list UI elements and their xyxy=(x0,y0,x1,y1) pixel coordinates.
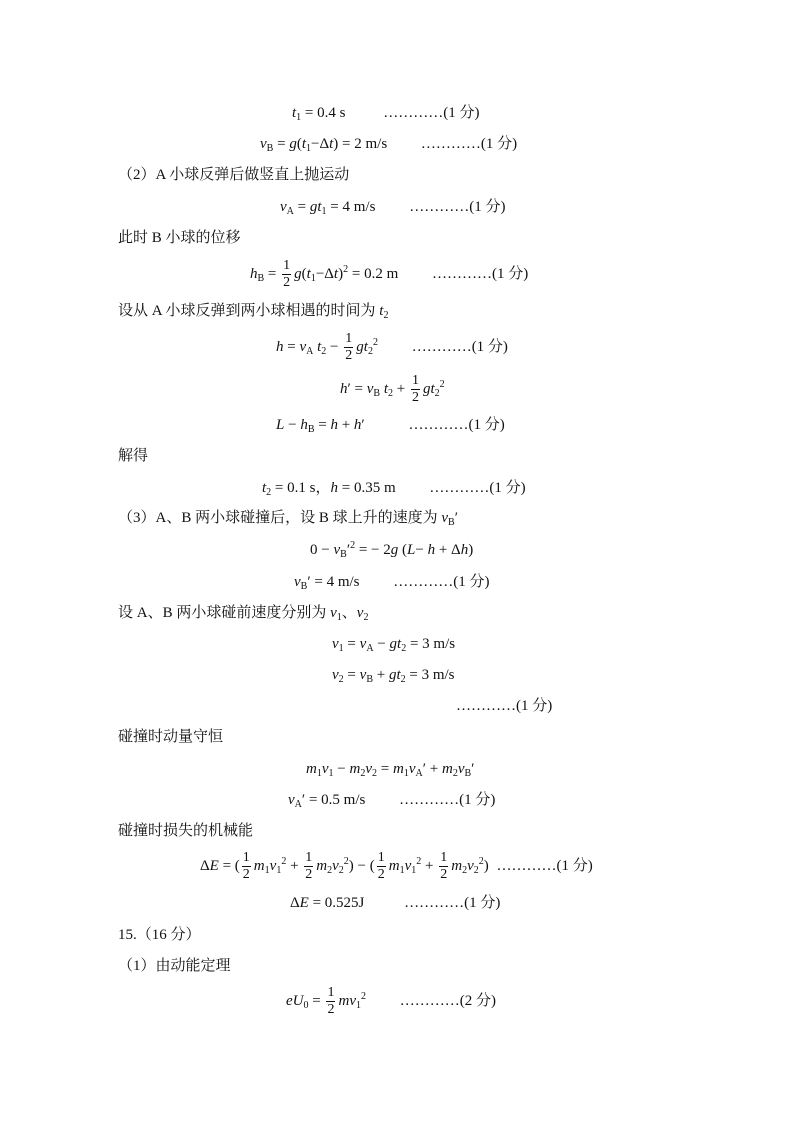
score-tag: …………(1 分) xyxy=(411,339,508,355)
score-tag: …………(1 分) xyxy=(408,417,505,433)
eq-v1: $v_1 = v_A - gt_2 = 3$ m/s xyxy=(332,636,456,654)
eq-work-energy: $eU_0$ = $\frac{1}{2}$ $mv_1^2$ …………(2 分) xyxy=(286,985,496,1018)
h-value: 0.35 m xyxy=(353,480,396,496)
eq-solution: $t_2 = 0.1$ s，h = 0.35 m …………(1 分) xyxy=(262,480,526,498)
fraction-half: $\frac{1}{2}$ xyxy=(440,850,448,883)
eq-length: $L - h_B = h + h'$ …………(1 分) xyxy=(276,417,505,435)
fraction-half: $\frac{1}{2}$ xyxy=(411,373,419,406)
eq-vb: $v_B = g(t_1-\Delta t) = 2$ m/s …………(1 分) xyxy=(260,136,518,154)
t1-value: = 0.4 s xyxy=(304,105,346,121)
energy-loss-label: 碰撞时损失的机械能 xyxy=(118,823,254,839)
fraction-half: $\frac{1}{2}$ xyxy=(242,850,250,883)
score-tag: …………(1 分) xyxy=(393,574,490,590)
eq-hb: $h_B$ = $\frac{1}{2}$ $g(t_1-\Delta t)^2 = 0.2$ m …………(1 分) xyxy=(250,258,529,291)
va-value: 4 m/s xyxy=(342,199,376,215)
question-15-part1: （1）由动能定理 xyxy=(118,958,231,974)
vb-prime-value: = 4 m/s xyxy=(314,574,360,590)
score-tag: …………(1 分) xyxy=(404,895,501,911)
t2-value: 0.1 s xyxy=(287,480,316,496)
score-tag: …………(1 分) xyxy=(496,858,593,874)
delta-e-value: 0.525J xyxy=(324,895,365,911)
eq-v2: $v_2 = v_B + gt_2 = 3$ m/s xyxy=(332,667,455,685)
eq-kinematic: $0 - v_B'^2$ = − 2g (L− h + Δh) xyxy=(310,540,474,560)
score-tag: …………(1 分) xyxy=(456,698,553,714)
score-tag: …………(1 分) xyxy=(399,792,496,808)
b-displacement-label: 此时 B 小球的位移 xyxy=(118,230,241,246)
eq-energy: ΔE = ( $\frac{1}{2}$ $m_1v_1^2$ + $\frac{1}{2}$ $m_2v_2^2$) − ( $\frac{1}{2}$ $m_1v_1^2$ + $\frac{1}{2}$ $m_2v_2^2$) …………(1 分) xyxy=(200,850,593,883)
eq-h-prime: $h' = v_B$ $t_2$ + $\frac{1}{2}$ $gt_2^2$ xyxy=(340,373,445,406)
eq-vb-prime: $v_B' = 4$ m/s …………(1 分) xyxy=(294,574,490,592)
eq-delta-e: ΔE = 0.525J …………(1 分) xyxy=(290,895,501,911)
score-tag: …………(1 分) xyxy=(420,136,518,152)
pre-speeds-label: 设 A、B 两小球碰前速度分别为 $v_1$、$v_2$ xyxy=(118,605,369,623)
fraction-half: $\frac{1}{2}$ xyxy=(283,258,291,291)
meet-time-label: 设从 A 小球反弹到两小球相遇的时间为 $t_2$ xyxy=(118,303,389,321)
part3-intro: （3）A、B 两小球碰撞后，设 B 球上升的速度为 $v_B'$ xyxy=(118,510,458,528)
score-tag: …………(1 分) xyxy=(431,266,529,282)
score-tag: …………(2 分) xyxy=(399,993,496,1009)
va-prime-value: = 0.5 m/s xyxy=(308,792,366,808)
eq-va: $v_A = gt_1 = 4$ m/s …………(1 分) xyxy=(280,199,506,217)
score-tag: …………(1 分) xyxy=(409,199,506,215)
v1-value: 3 m/s xyxy=(422,636,456,652)
part2-intro: （2）A 小球反弹后做竖直上抛运动 xyxy=(118,167,350,183)
eq-va-prime: $v_A' = 0.5$ m/s …………(1 分) xyxy=(288,792,496,810)
fraction-half: $\frac{1}{2}$ xyxy=(377,850,385,883)
fraction-half: $\frac{1}{2}$ xyxy=(305,850,313,883)
question-15-heading: 15.（16 分） xyxy=(118,927,201,943)
fraction-half: $\frac{1}{2}$ xyxy=(345,331,353,364)
eq-t1: $t_1 = 0.4$ s …………(1 分) xyxy=(292,105,480,123)
eq-h: $h = v_A$ $t_2$ − $\frac{1}{2}$ $gt_2^2$ …………(1 分) xyxy=(276,331,508,364)
hb-value: 0.2 m xyxy=(364,266,399,282)
v2-value: 3 m/s xyxy=(421,667,455,683)
fraction-half: $\frac{1}{2}$ xyxy=(327,985,335,1018)
vb-value: 2 m/s xyxy=(354,136,388,152)
solve-label: 解得 xyxy=(118,448,149,464)
eq-momentum: $m_1v_1 - m_2v_2 = m_1v_A' + m_2v_B'$ xyxy=(306,761,475,779)
momentum-label: 碰撞时动量守恒 xyxy=(118,729,224,745)
score-tag: …………(1 分) xyxy=(383,105,480,121)
score-tag: …………(1 分) xyxy=(429,480,526,496)
